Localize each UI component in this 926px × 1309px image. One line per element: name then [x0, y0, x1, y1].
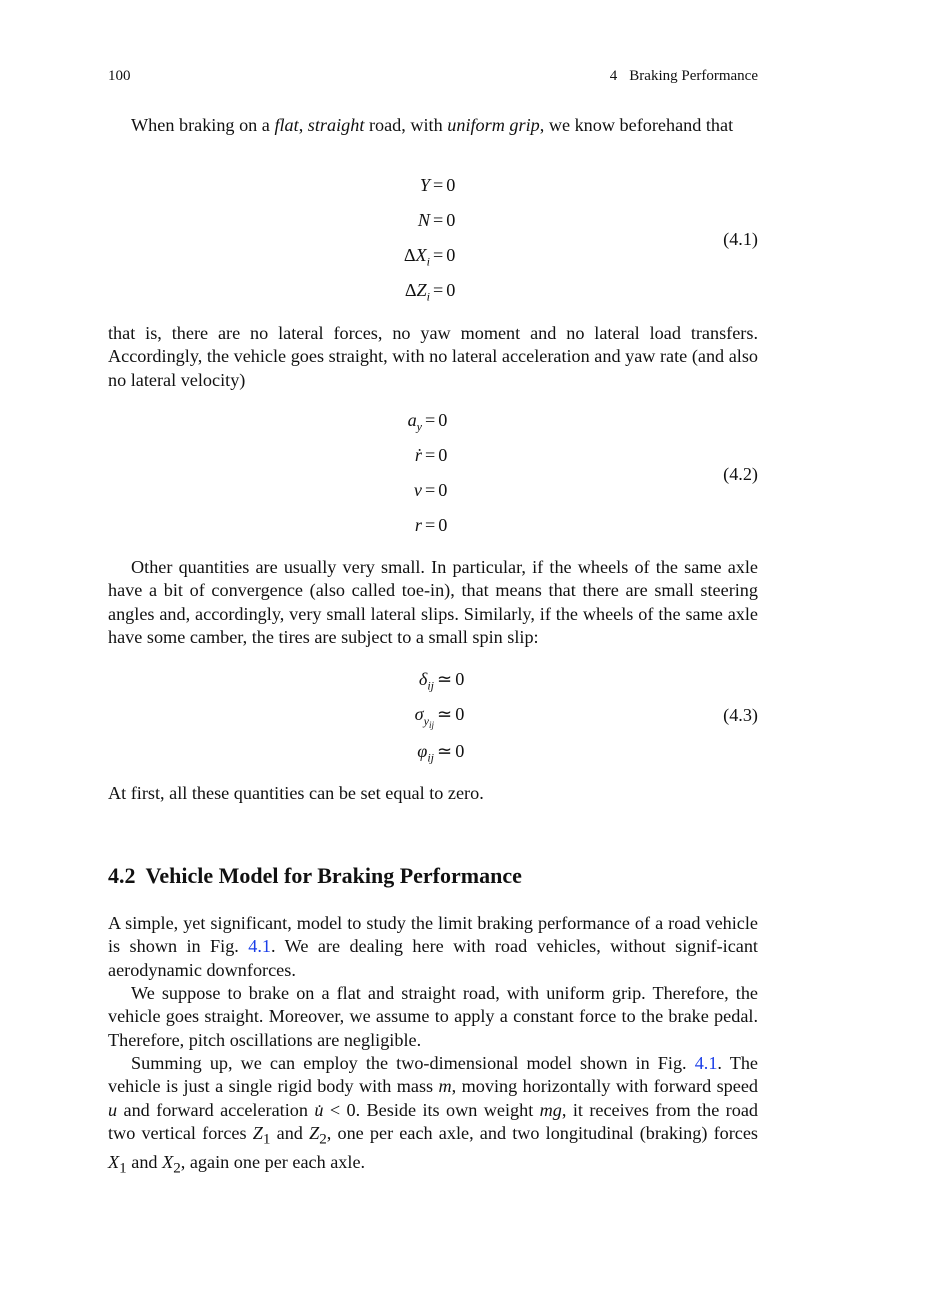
equation-line: ṙ = 0 [414, 445, 448, 465]
paragraph-simple-model: A simple, yet significant, model to study the limit braking performance of a road vehicle is shown in Fig. 4.1. We are dealing here with road vehicles, without signif-icant aerodynamic downforces. [108, 913, 758, 980]
equation-line: $a_y = 0$ [407, 410, 448, 434]
running-title [610, 68, 758, 85]
emphasis-flat: flat [274, 115, 299, 135]
equation-number: (4.3) [723, 705, 758, 725]
paragraph-set-zero: At first, all these quantities can be set equal to zero. [108, 783, 484, 803]
chapter-number: 4 [609, 68, 618, 84]
paragraph-small-quantities: Other quantities are usually very small. In particular, if the wheels of the same axle have a bit of convergence (also called toe-in), that means that there are small steering angles and, accordingly, very small lateral slips. Similarly, if the wheels of the same axle have some camber, the tires are subject to a small spin slip: [108, 557, 758, 647]
equation-line: $\Delta X_i = 0$ [403, 245, 456, 269]
paragraph-two-dimensional-model: Summing up, we can employ the two-dimensional model shown in Fig. 4.1. The vehicle is just a single rigid body with mass m, moving horizontally with forward speed u and forward acceleration u̇ < 0. Beside its own weight mg, it receives from the road two vertical forces $Z_1$ and $Z_2$, one per each axle, and two longitudinal (braking) forces $X_1$ and $X_2$, again one per each axle. [108, 1053, 758, 1177]
paragraph-intro: When braking on a flat, straight road, with uniform grip, we know beforehand that [131, 115, 734, 135]
equation-line: v = 0 [413, 480, 448, 500]
section-title: Vehicle Model for Braking Performance [145, 863, 522, 888]
equation-line: $\varphi_{ij}$ ≃ 0 [417, 741, 465, 765]
equation-4-3 [108, 664, 758, 774]
paragraph-no-lateral: that is, there are no lateral forces, no yaw moment and no lateral load transfers. Accordingly, the vehicle goes straight, with no lateral acceleration and yaw rate (and also no lateral velocity) [108, 323, 758, 390]
equation-number: (4.1) [723, 229, 758, 249]
emphasis-straight: straight [307, 115, 365, 135]
emphasis-uniform-grip: uniform grip [447, 115, 540, 135]
equation-line: r = 0 [414, 515, 448, 535]
equation-line: $\sigma_{y_{ij}}≃$ 0 [414, 704, 465, 730]
equation-line: N = 0 [417, 210, 456, 230]
figure-reference-link[interactable]: 4.1 [248, 936, 271, 957]
equation-number: (4.2) [723, 464, 758, 484]
figure-reference-link[interactable]: 4.1 [694, 1053, 718, 1073]
paragraph-flat-road: We suppose to brake on a flat and straight road, with uniform grip. Therefore, the vehicle goes straight. Moreover, we assume to apply a constant force to the brake pedal. Therefore, pitch oscillations are negligible. [108, 983, 758, 1050]
equation-line: $\Delta Z_i = 0$ [404, 280, 456, 304]
chapter-title: Braking Performance [629, 68, 758, 84]
equation-4-1 [108, 170, 758, 310]
running-head [108, 68, 758, 85]
section-number: 4.2 [108, 863, 136, 888]
equation-4-2 [108, 405, 758, 545]
page-number: 100 [108, 68, 131, 84]
equation-line: $\delta_{ij}$ ≃ 0 [418, 669, 465, 693]
section-heading [108, 863, 522, 889]
equation-line: Y = 0 [419, 175, 456, 195]
